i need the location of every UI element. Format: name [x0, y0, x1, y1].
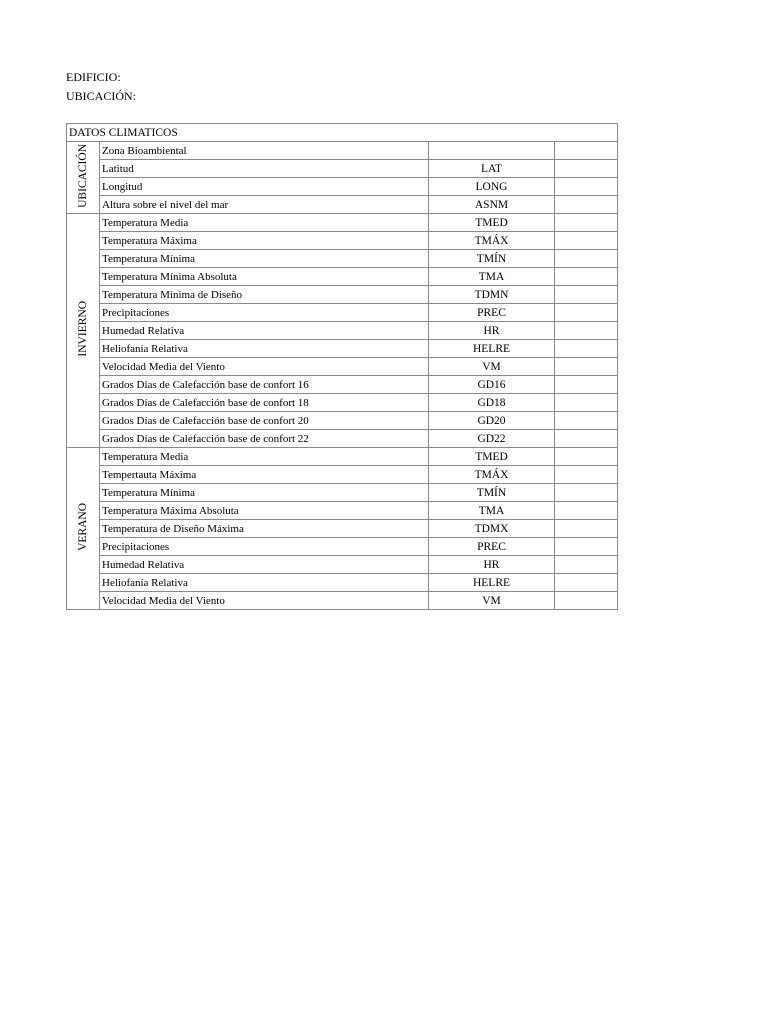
table-row [67, 196, 618, 214]
row-label: Grados Días de Calefacción base de confort 16 [100, 376, 429, 394]
table-row [67, 520, 618, 538]
row-value-empty [555, 304, 618, 322]
row-value-empty [555, 376, 618, 394]
row-value-empty [555, 322, 618, 340]
row-code: GD22 [429, 430, 555, 448]
row-value-empty [555, 340, 618, 358]
table-row [67, 376, 618, 394]
row-code: HELRE [429, 340, 555, 358]
row-label: Velocidad Media del Viento [100, 592, 429, 610]
row-value-empty [555, 538, 618, 556]
row-label: Temperatura Máxima Absoluta [100, 502, 429, 520]
row-label: Tempertauta Máxima [100, 466, 429, 484]
table-row [67, 286, 618, 304]
row-label: Latitud [100, 160, 429, 178]
row-value-empty [555, 394, 618, 412]
row-code: TMÍN [429, 484, 555, 502]
row-code: VM [429, 592, 555, 610]
group-label-verano: VERANO [77, 503, 89, 551]
row-code: TMÁX [429, 466, 555, 484]
row-code [429, 142, 555, 160]
row-value-empty [555, 574, 618, 592]
row-code: GD20 [429, 412, 555, 430]
table-row [67, 484, 618, 502]
table-row [67, 394, 618, 412]
row-label: Grados Días de Calefacción base de confort 18 [100, 394, 429, 412]
table-row [67, 214, 618, 232]
row-label: Humedad Relativa [100, 322, 429, 340]
table-row [67, 448, 618, 466]
row-code: HR [429, 322, 555, 340]
row-label: Temperatura Mínima de Diseño [100, 286, 429, 304]
table-row [67, 268, 618, 286]
row-label: Altura sobre el nivel del mar [100, 196, 429, 214]
row-label: Heliofanía Relativa [100, 340, 429, 358]
row-value-empty [555, 232, 618, 250]
row-label: Grados Días de Calefacción base de confort 22 [100, 430, 429, 448]
row-value-empty [555, 286, 618, 304]
row-value-empty [555, 448, 618, 466]
row-value-empty [555, 214, 618, 232]
row-code: PREC [429, 538, 555, 556]
row-label: Precipitaciones [100, 304, 429, 322]
row-value-empty [555, 358, 618, 376]
row-code: ASNM [429, 196, 555, 214]
row-code: VM [429, 358, 555, 376]
row-code: TDMX [429, 520, 555, 538]
row-value-empty [555, 430, 618, 448]
table-row [67, 250, 618, 268]
row-value-empty [555, 142, 618, 160]
row-label: Humedad Relativa [100, 556, 429, 574]
row-label: Temperatura Media [100, 448, 429, 466]
table-row [67, 502, 618, 520]
table-row [67, 574, 618, 592]
row-label: Temperatura Media [100, 214, 429, 232]
row-code: GD18 [429, 394, 555, 412]
row-label: Temperatura Mínima [100, 484, 429, 502]
row-label: Grados Días de Calefacción base de confort 20 [100, 412, 429, 430]
row-code: PREC [429, 304, 555, 322]
row-code: TMÁX [429, 232, 555, 250]
row-code: TMÍN [429, 250, 555, 268]
edificio-label: EDIFICIO: [66, 70, 121, 84]
table-row [67, 142, 618, 160]
table-row [67, 340, 618, 358]
group-label-invierno: INVIERNO [77, 301, 89, 357]
row-label: Temperatura Mínima [100, 250, 429, 268]
row-value-empty [555, 592, 618, 610]
table-title: DATOS CLIMATICOS [67, 124, 618, 142]
table-row [67, 322, 618, 340]
table-row [67, 232, 618, 250]
row-code: TMED [429, 214, 555, 232]
table-row [67, 430, 618, 448]
row-code: GD16 [429, 376, 555, 394]
row-value-empty [555, 484, 618, 502]
row-value-empty [555, 196, 618, 214]
row-code: HELRE [429, 574, 555, 592]
table-row [67, 466, 618, 484]
table-row [67, 178, 618, 196]
row-label: Longitud [100, 178, 429, 196]
row-value-empty [555, 250, 618, 268]
row-value-empty [555, 160, 618, 178]
row-code: TDMN [429, 286, 555, 304]
table-row [67, 592, 618, 610]
row-code: HR [429, 556, 555, 574]
table-row [67, 304, 618, 322]
row-code: LONG [429, 178, 555, 196]
table-title-row [67, 124, 618, 142]
row-value-empty [555, 268, 618, 286]
table-row [67, 358, 618, 376]
table-row [67, 556, 618, 574]
row-label: Temperatura de Diseño Máxima [100, 520, 429, 538]
row-value-empty [555, 178, 618, 196]
climate-data-table [66, 123, 618, 610]
table-row [67, 412, 618, 430]
row-value-empty [555, 556, 618, 574]
table-row [67, 160, 618, 178]
row-label: Zona Bioambiental [100, 142, 429, 160]
row-label: Precipitaciones [100, 538, 429, 556]
group-label-ubicacion: UBICACIÓN [77, 144, 89, 208]
group-label-cell-ubicacion [67, 142, 100, 214]
group-label-cell-verano [67, 448, 100, 610]
table-row [67, 538, 618, 556]
row-code: LAT [429, 160, 555, 178]
ubicacion-label: UBICACIÓN: [66, 89, 137, 103]
row-label: Temperatura Mínima Absoluta [100, 268, 429, 286]
row-code: TMED [429, 448, 555, 466]
row-value-empty [555, 412, 618, 430]
row-label: Heliofanía Relativa [100, 574, 429, 592]
row-label: Temperatura Máxima [100, 232, 429, 250]
group-label-cell-invierno [67, 214, 100, 448]
row-value-empty [555, 502, 618, 520]
row-code: TMA [429, 268, 555, 286]
row-value-empty [555, 520, 618, 538]
row-value-empty [555, 466, 618, 484]
row-code: TMA [429, 502, 555, 520]
row-label: Velocidad Media del Viento [100, 358, 429, 376]
